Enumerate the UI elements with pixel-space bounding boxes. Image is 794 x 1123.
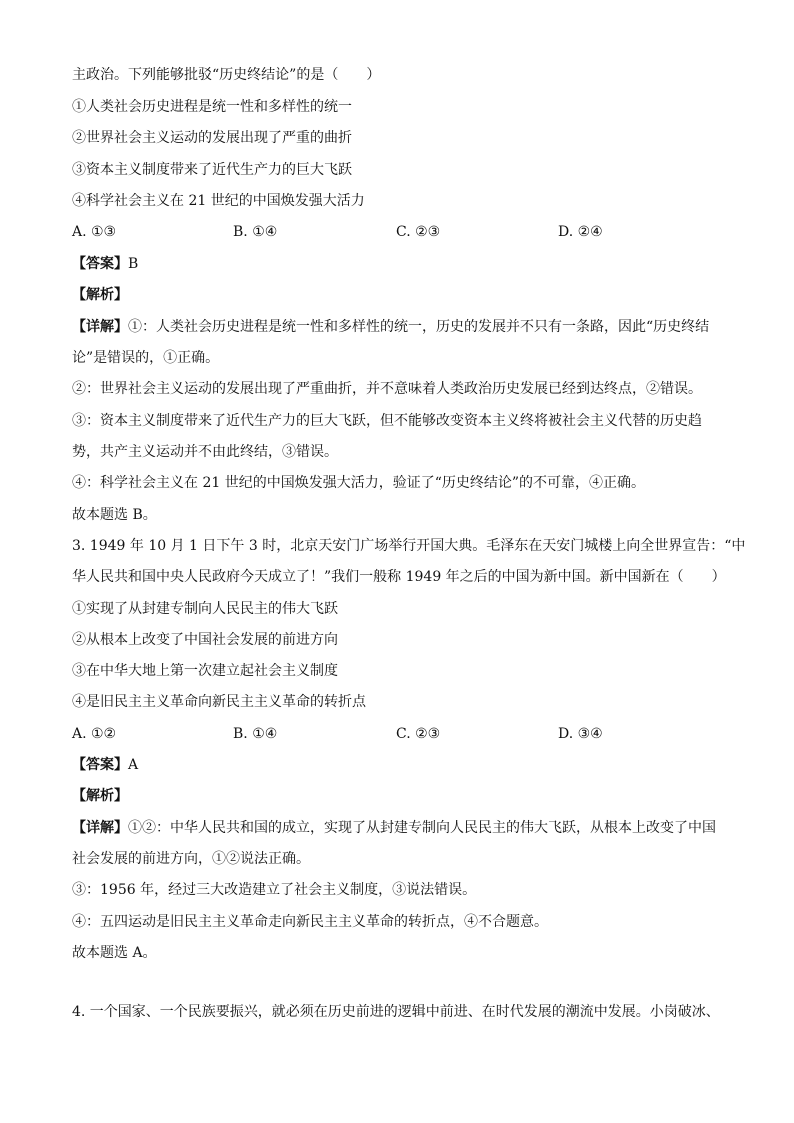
q3-option-c: C. ②③ bbox=[396, 726, 441, 742]
q3-answer bbox=[72, 755, 732, 775]
q2-detail-1 bbox=[72, 317, 732, 337]
q2-detail-label: 【详解】 bbox=[72, 319, 128, 335]
q3-answer-value: A bbox=[128, 757, 139, 773]
q2-answer bbox=[72, 254, 732, 274]
q2-detail-text-1: ①：人类社会历史进程是统一性和多样性的统一，历史的发展并不只有一条路，因此“历史终结 bbox=[128, 319, 710, 335]
q2-answer-value: B bbox=[128, 256, 139, 272]
q2-item-4: ④科学社会主义在 21 世纪的中国焕发强大活力 bbox=[72, 193, 365, 209]
q2-detail-3: ②：世界社会主义运动的发展出现了严重曲折，并不意味着人类政治历史发展已经到达终点，②错误。 bbox=[72, 381, 702, 397]
q3-item-4: ④是旧民主主义革命向新民主主义革命的转折点 bbox=[72, 694, 366, 710]
q2-detail-6: ④：科学社会主义在 21 世纪的中国焕发强大活力，验证了“历史终结论”的不可靠，④正确。 bbox=[72, 475, 646, 491]
q2-item-1: ①人类社会历史进程是统一性和多样性的统一 bbox=[72, 99, 352, 115]
q3-item-1: ①实现了从封建专制向人民民主的伟大飞跃 bbox=[72, 601, 338, 617]
q2-stem: 主政治。下列能够批驳“历史终结论”的是（ ） bbox=[72, 67, 381, 83]
q3-item-3: ③在中华大地上第一次建立起社会主义制度 bbox=[72, 663, 338, 679]
q2-option-a: A. ①③ bbox=[72, 224, 117, 240]
q2-answer-label: 【答案】 bbox=[72, 256, 128, 272]
q2-option-c: C. ②③ bbox=[396, 224, 441, 240]
q3-detail-label: 【详解】 bbox=[72, 820, 128, 836]
q2-analysis-heading: 【解析】 bbox=[72, 287, 128, 303]
q2-options bbox=[72, 222, 732, 242]
q3-detail-3: ③：1956 年，经过三大改造建立了社会主义制度，③说法错误。 bbox=[72, 882, 477, 898]
q2-item-3: ③资本主义制度带来了近代生产力的巨大飞跃 bbox=[72, 162, 352, 178]
q3-analysis-label bbox=[72, 786, 732, 806]
q3-stem-1: 3. 1949 年 10 月 1 日下午 3 时，北京天安门广场举行开国大典。毛泽东在天安门城楼上向全世界宣告：“中 bbox=[72, 538, 746, 554]
q3-option-d: D. ③④ bbox=[558, 726, 603, 742]
q3-options bbox=[72, 724, 732, 744]
q2-item-2: ②世界社会主义运动的发展出现了严重的曲折 bbox=[72, 130, 352, 146]
q3-detail-text-1: ①②：中华人民共和国的成立，实现了从封建专制向人民民主的伟大飞跃，从根本上改变了中国 bbox=[128, 820, 716, 836]
q2-detail-4: ③：资本主义制度带来了近代生产力的巨大飞跃，但不能够改变资本主义终将被社会主义代替的历史趋 bbox=[72, 413, 702, 429]
q3-detail-1 bbox=[72, 818, 732, 838]
q2-option-b: B. ①④ bbox=[233, 224, 278, 240]
q3-stem-2: 华人民共和国中央人民政府今天成立了！”我们一般称 1949 年之后的中国为新中国。新中国新在（ ） bbox=[72, 569, 726, 585]
q3-detail-2: 社会发展的前进方向，①②说法正确。 bbox=[72, 851, 310, 867]
q2-detail-2: 论”是错误的，①正确。 bbox=[72, 350, 220, 366]
q2-option-d: D. ②④ bbox=[558, 224, 603, 240]
q2-detail-5: 势，共产主义运动并不由此终结，③错误。 bbox=[72, 444, 338, 460]
q3-detail-4: ④：五四运动是旧民主主义革命走向新民主主义革命的转折点，④不合题意。 bbox=[72, 914, 548, 930]
q4-stem-1: 4. 一个国家、一个民族要振兴，就必须在历史前进的逻辑中前进、在时代发展的潮流中发展。小岗破冰、 bbox=[72, 1004, 720, 1020]
q2-analysis-label bbox=[72, 285, 732, 305]
q3-conclusion: 故本题选 A。 bbox=[72, 945, 157, 961]
q3-option-b: B. ①④ bbox=[233, 726, 278, 742]
q3-analysis-heading: 【解析】 bbox=[72, 788, 128, 804]
q3-answer-label: 【答案】 bbox=[72, 757, 128, 773]
q2-conclusion: 故本题选 B。 bbox=[72, 507, 157, 523]
q3-option-a: A. ①② bbox=[72, 726, 117, 742]
q3-item-2: ②从根本上改变了中国社会发展的前进方向 bbox=[72, 632, 338, 648]
